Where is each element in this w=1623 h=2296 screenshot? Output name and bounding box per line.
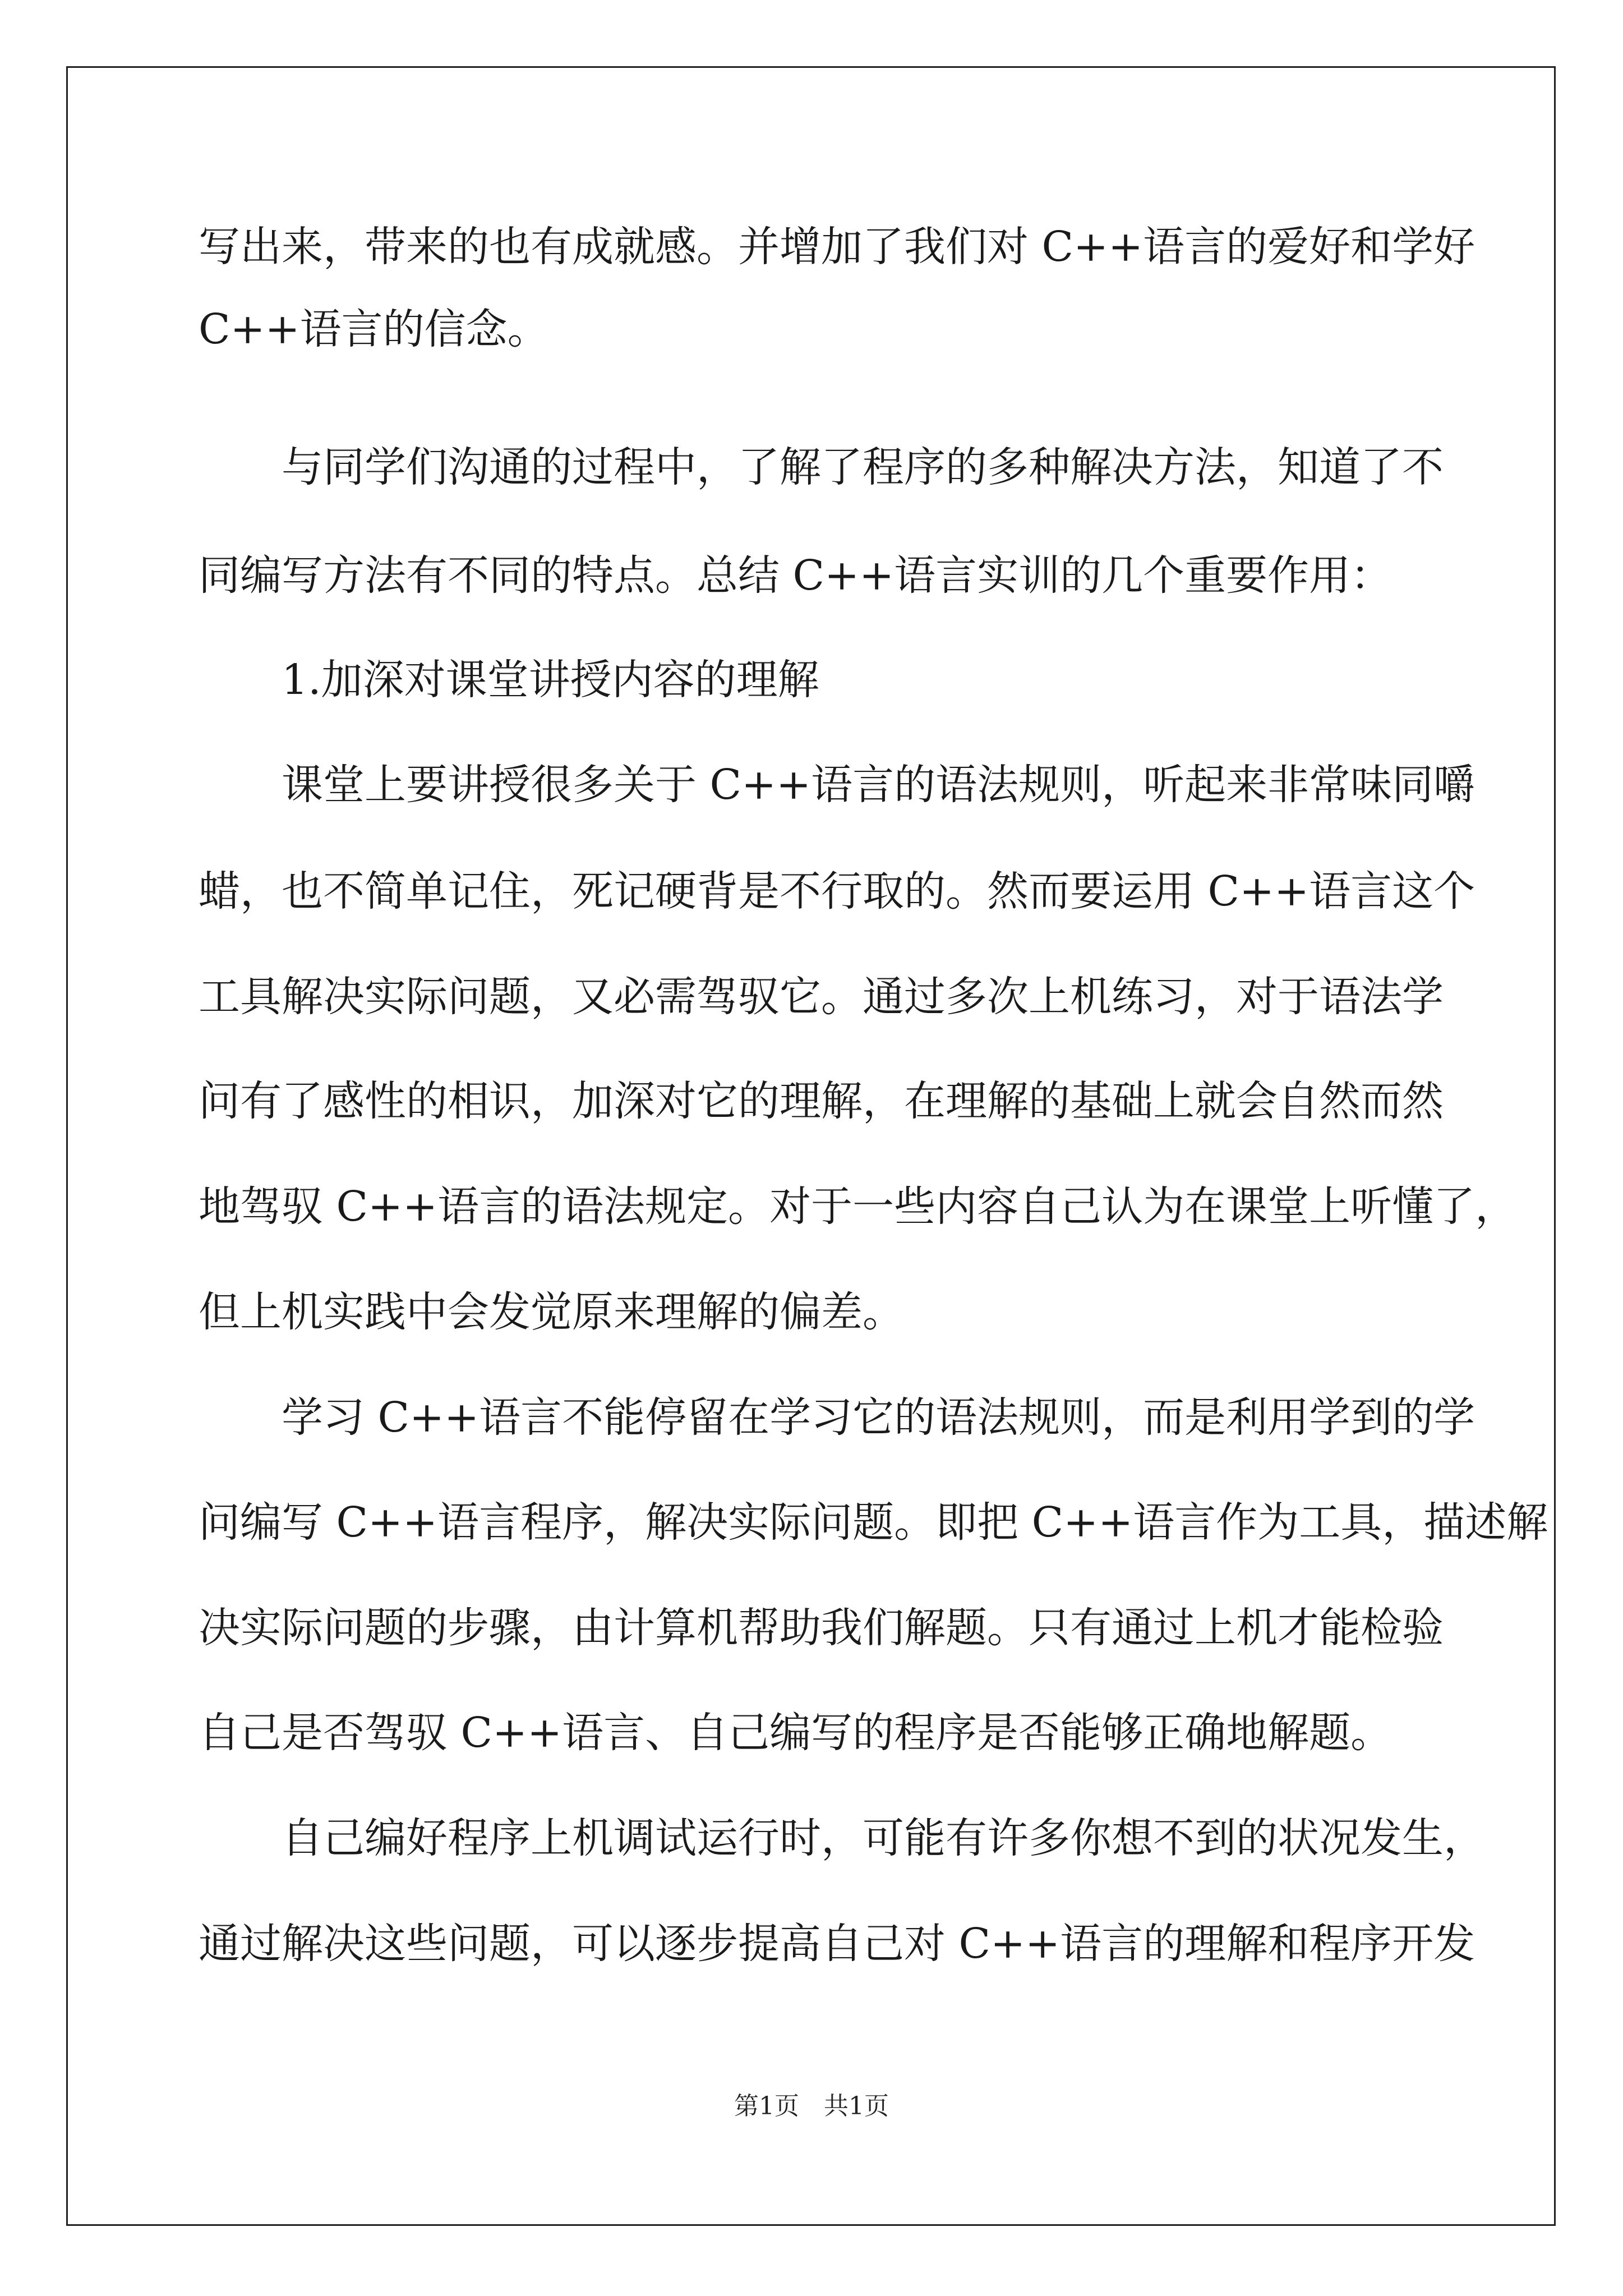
text-line: 写出来，带来的也有成就感。并增加了我们对 C++语言的爱好和学好 [199,223,1476,271]
text-line: 同编写方法有不同的特点。总结 C++语言实训的几个重要作用： [199,551,1393,600]
text-line: 问有了感性的相识，加深对它的理解，在理解的基础上就会自然而然 [199,1077,1444,1125]
text-line: 1.加深对课堂讲授内容的理解 [199,656,819,704]
text-line: 决实际问题的步骤，由计算机帮助我们解题。只有通过上机才能检验 [199,1604,1444,1652]
text-line: 工具解决实际问题，又必需驾驭它。通过多次上机练习，对于语法学 [199,973,1444,1021]
text-line: 通过解决这些问题，可以逐步提高自己对 C++语言的理解和程序开发 [199,1920,1476,1968]
text-line: 地驾驭 C++语言的语法规定。对于一些内容自己认为在课堂上听懂了， [199,1182,1517,1231]
text-line: 自己编好程序上机调试运行时，可能有许多你想不到的状况发生， [199,1814,1485,1862]
text-line: C++语言的信念。 [199,305,549,353]
page-number: 第1页 共1页 [734,2092,889,2120]
page-footer [0,2086,1623,2122]
text-line: 但上机实践中会发觉原来理解的偏差。 [199,1288,904,1336]
text-line: 蜡，也不简单记住，死记硬背是不行取的。然而要运用 C++语言这个 [199,867,1476,915]
text-line: 问编写 C++语言程序，解决实际问题。即把 C++语言作为工具，描述解 [199,1498,1548,1547]
text-line: 自己是否驾驭 C++语言、自己编写的程序是否能够正确地解题。 [199,1709,1393,1757]
text-line: 与同学们沟通的过程中，了解了程序的多种解决方法，知道了不 [199,443,1444,491]
text-line: 课堂上要讲授很多关于 C++语言的语法规则，听起来非常味同嚼 [199,761,1476,809]
text-line: 学习 C++语言不能停留在学习它的语法规则，而是利用学到的学 [199,1393,1476,1442]
page-border [66,66,1556,2226]
